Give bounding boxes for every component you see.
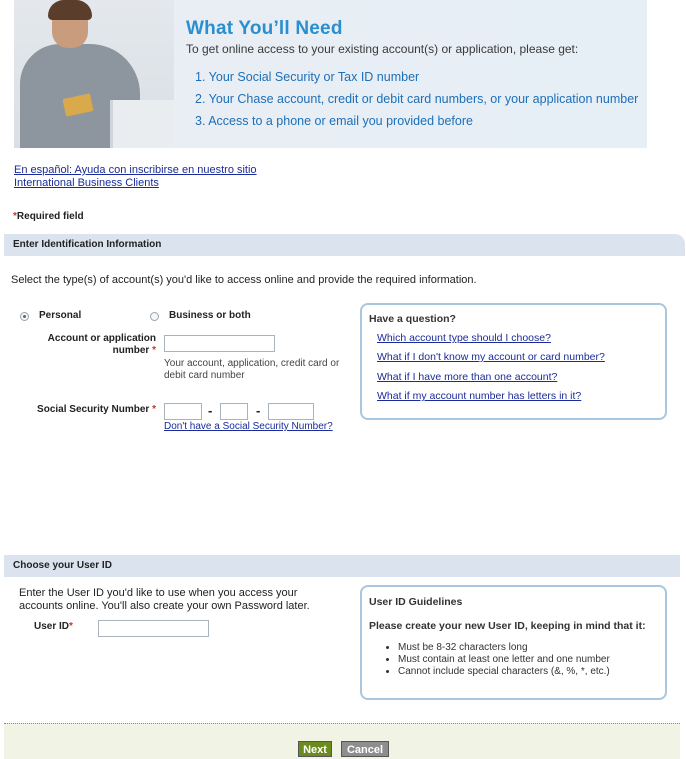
requirement-item: 3. Access to a phone or email you provided before bbox=[195, 114, 473, 128]
required-field-note bbox=[13, 211, 84, 222]
required-note-text: Required field bbox=[16, 211, 84, 222]
required-star-icon: * bbox=[69, 621, 73, 632]
help-link-unknown-number[interactable]: What if I don't know my account or card number? bbox=[377, 351, 605, 363]
personal-radio-label[interactable]: Personal bbox=[39, 310, 82, 321]
international-clients-link[interactable]: International Business Clients bbox=[14, 177, 159, 189]
required-star-icon: * bbox=[152, 345, 156, 356]
required-star-icon: * bbox=[152, 404, 156, 415]
help-link-letters-in-number[interactable]: What if my account number has letters in it? bbox=[377, 390, 582, 402]
ssn-part3-input[interactable] bbox=[268, 403, 314, 420]
identification-instructions: Select the type(s) of account(s) you'd like to access online and provide the required information. bbox=[11, 274, 477, 286]
account-number-label: Account or application number * bbox=[47, 333, 156, 356]
ssn-separator: - bbox=[256, 403, 261, 418]
business-radio-label[interactable]: Business or both bbox=[169, 310, 251, 321]
banner-title: What You’ll Need bbox=[186, 18, 343, 39]
guidelines-lead: Please create your new User ID, keeping in mind that it: bbox=[369, 620, 646, 632]
help-link-account-type[interactable]: Which account type should I choose? bbox=[377, 332, 551, 344]
userid-intro: Enter the User ID you'd like to use when you access your accounts online. You'll also create your own Password later. bbox=[19, 587, 310, 612]
ssn-part2-input[interactable] bbox=[220, 403, 248, 420]
ssn-separator: - bbox=[208, 403, 213, 418]
help-question-title: Have a question? bbox=[369, 313, 456, 325]
no-ssn-link[interactable]: Don't have a Social Security Number? bbox=[164, 421, 333, 432]
banner-photo bbox=[14, 0, 174, 148]
userid-section-header: Choose your User ID bbox=[4, 555, 680, 577]
guideline-item: • Cannot include special characters (&, %, *, etc.) bbox=[398, 666, 610, 678]
hero-banner bbox=[14, 0, 647, 148]
userid-input[interactable] bbox=[98, 620, 209, 637]
guideline-item: • Must contain at least one letter and one number bbox=[398, 654, 610, 666]
guidelines-title: User ID Guidelines bbox=[369, 596, 463, 608]
ssn-part1-input[interactable] bbox=[164, 403, 202, 420]
requirements-list bbox=[195, 66, 638, 132]
account-number-input[interactable] bbox=[164, 335, 275, 352]
identification-section-header: Enter Identification Information bbox=[4, 234, 685, 256]
userid-label: User ID* bbox=[34, 621, 73, 632]
help-link-multiple-accounts[interactable]: What if I have more than one account? bbox=[377, 371, 558, 383]
guidelines-list bbox=[388, 642, 610, 678]
banner-subtitle: To get online access to your existing account(s) or application, please get: bbox=[186, 42, 579, 56]
guideline-item: • Must be 8-32 characters long bbox=[398, 642, 610, 654]
requirement-item: 2. Your Chase account, credit or debit card numbers, or your application number bbox=[195, 92, 639, 106]
ssn-label: Social Security Number * bbox=[37, 404, 156, 415]
cancel-button[interactable]: Cancel bbox=[341, 741, 389, 757]
account-number-hint: Your account, application, credit card or debit card number bbox=[164, 358, 340, 381]
personal-radio[interactable] bbox=[20, 312, 29, 321]
next-button[interactable]: Next bbox=[298, 741, 332, 757]
espanol-link[interactable]: En español: Ayuda con inscribirse en nuestro sitio bbox=[14, 164, 257, 176]
required-star-icon: * bbox=[13, 211, 17, 222]
business-radio[interactable] bbox=[150, 312, 159, 321]
requirement-item: 1. Your Social Security or Tax ID number bbox=[195, 70, 420, 84]
